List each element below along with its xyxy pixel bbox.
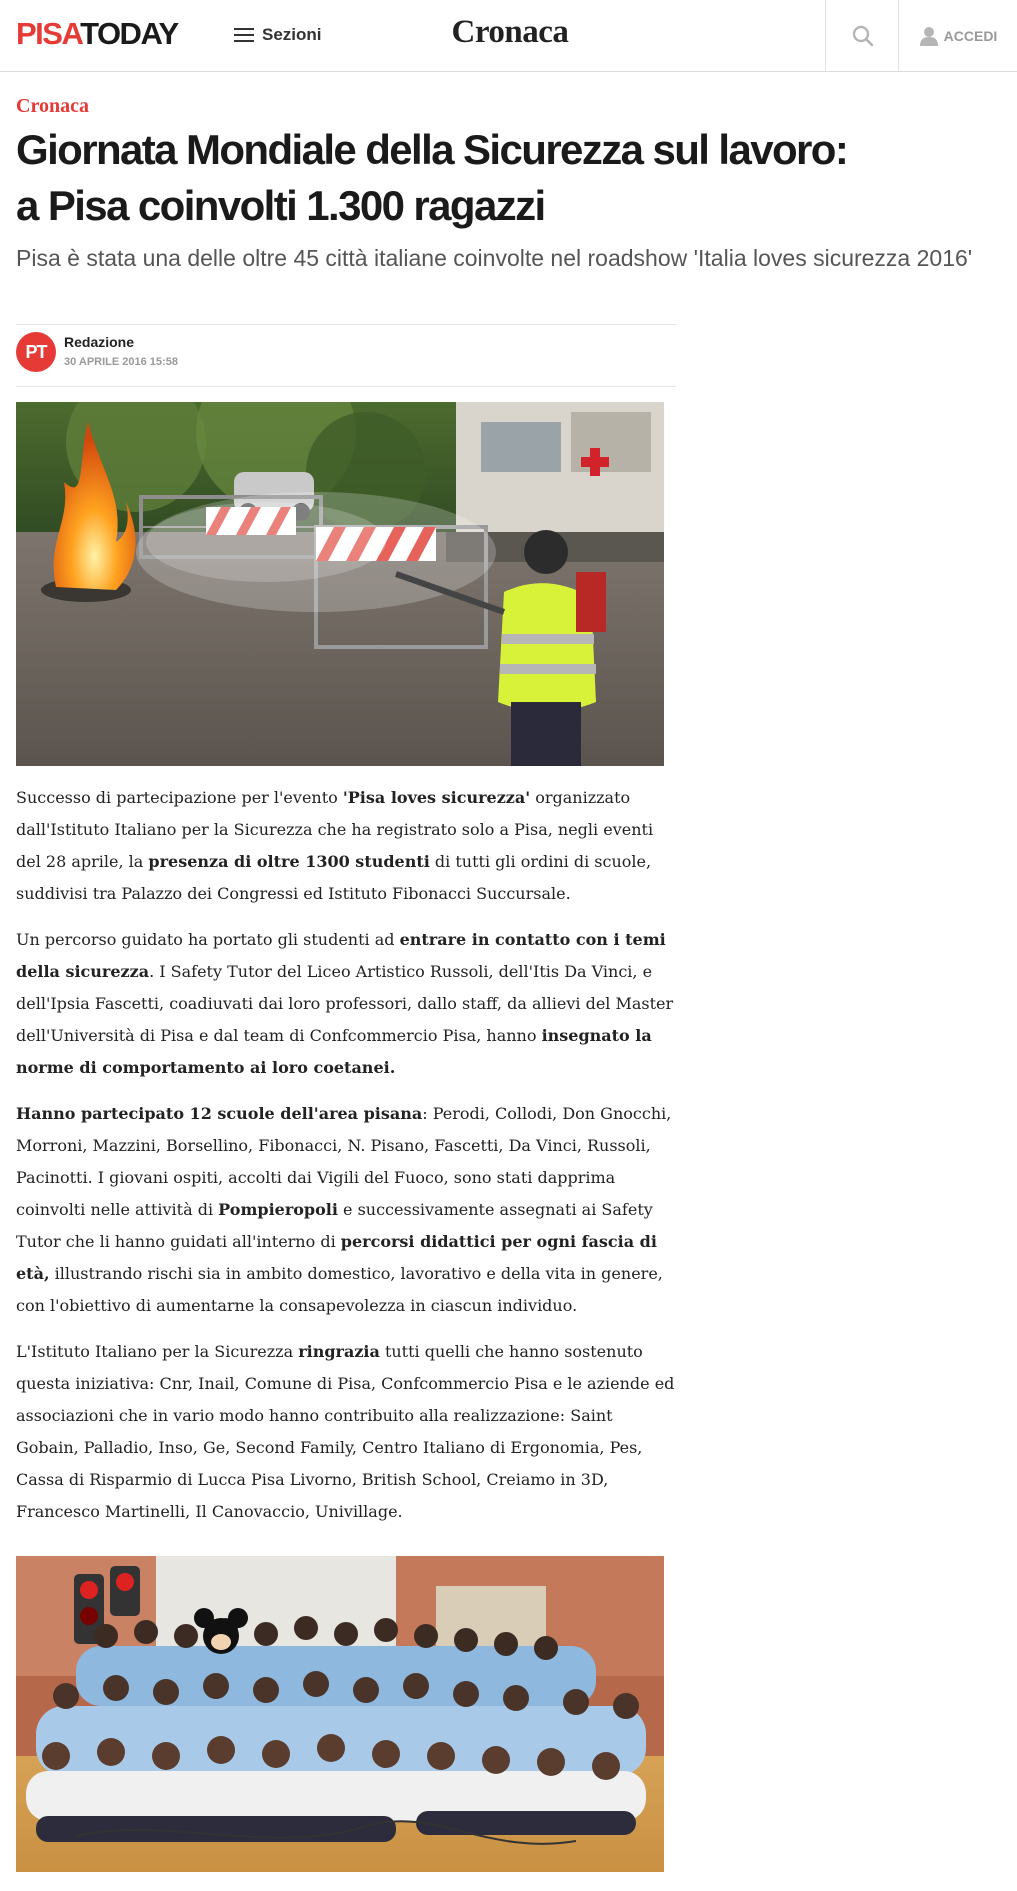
article-body — [16, 782, 676, 1542]
article-photo-group[interactable] — [16, 1556, 664, 1872]
paragraph-2: Un percorso guidato ha portato gli studenti ad entrare in contatto con i temi della sicurezza. I Safety Tutor del Liceo Artistico Russoli, dell'Itis Da Vinci, e dell'Ipsia Fascetti, coadiuvati dai loro professori, dallo staff, da allievi del Master dell'Università di Pisa e dal team di Confcommercio Pisa, hanno insegnato la norme di comportamento ai loro coetanei. — [16, 930, 674, 1077]
publish-date: 30 APRILE 2016 15:58 — [64, 356, 178, 368]
menu-icon — [234, 28, 254, 42]
article-headline — [16, 122, 1006, 234]
article-category[interactable]: Cronaca — [16, 95, 89, 117]
paragraph-4: L'Istituto Italiano per la Sicurezza ringrazia tutti quelli che hanno sostenuto questa iniziativa: Cnr, Inail, Comune di Pisa, Confcommercio Pisa e le aziende ed associazioni che in vario modo hanno contribuito alla realizzazione: Saint Gobain, Palladio, Inso, Ge, Second Family, Centro Italiano di Ergonomia, Pes, Cassa di Risparmio di Lucca Pisa Livorno, British School, Creiamo in 3D, Francesco Martinelli, Il Canovaccio, Univillage. — [16, 1342, 675, 1521]
search-icon — [852, 25, 874, 47]
search-button[interactable] — [825, 0, 899, 71]
paragraph-1: Successo di partecipazione per l'evento 'Pisa loves sicurezza' organizzato dall'Istituto Italiano per la Sicurezza che ha registrato solo a Pisa, negli eventi del 28 aprile, la presenza di oltre 1300 studenti di tutti gli ordini di scuole, suddivisi tra Palazzo dei Congressi ed Istituto Fibonacci Succursale. — [16, 788, 654, 903]
sections-menu-label: Sezioni — [262, 25, 322, 44]
login-button[interactable] — [898, 0, 1017, 71]
section-title[interactable]: Cronaca — [451, 14, 569, 50]
login-label: ACCEDI — [943, 27, 998, 44]
byline — [16, 324, 676, 387]
headline-line-1: Giornata Mondiale della Sicurezza sul lavoro: — [16, 126, 848, 173]
author-avatar[interactable]: PT — [16, 332, 56, 372]
headline-line-2: a Pisa coinvolti 1.300 ragazzi — [16, 182, 545, 229]
article-subtitle: Pisa è stata una delle oltre 45 città italiane coinvolte nel roadshow 'Italia loves sicurezza 2016' — [16, 245, 973, 271]
author-name[interactable]: Redazione — [64, 334, 135, 350]
user-icon — [920, 26, 938, 46]
article-photo-fire-drill[interactable] — [16, 402, 664, 766]
sections-menu-button[interactable] — [234, 22, 322, 48]
paragraph-3: Hanno partecipato 12 scuole dell'area pisana: Perodi, Collodi, Don Gnocchi, Morroni, Mazzini, Borsellino, Fibonacci, N. Pisano, Fascetti, Da Vinci, Russoli, Pacinotti. I giovani ospiti, accolti dai Vigili del Fuoco, sono stati dapprima coinvolti nelle attività di Pompieropoli e successivamente assegnati ai Safety Tutor che li hanno guidati all'interno di percorsi didattici per ogni fascia di età, illustrando rischi sia in ambito domestico, lavorativo e della vita in genere, con l'obiettivo di aumentarne la consapevolezza in ciascun individuo. — [16, 1104, 672, 1315]
site-logo[interactable]: PISATODAY — [16, 16, 178, 51]
site-header — [0, 0, 1017, 72]
